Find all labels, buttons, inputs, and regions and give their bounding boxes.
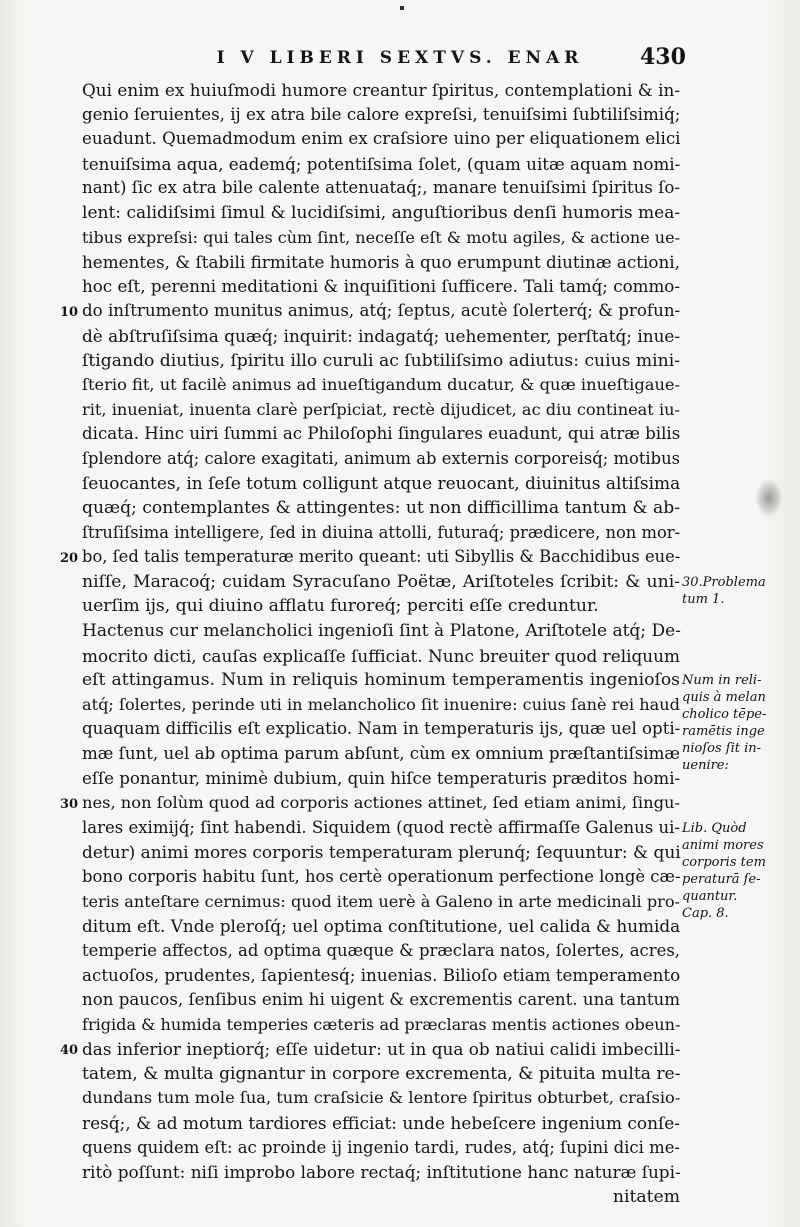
text-line: teris anteſtare cernimus: quod item uerè à Galeno in arte medicinali pro- xyxy=(82,891,680,911)
running-head: I V LIBERI SEXTVS. ENAR xyxy=(216,48,584,68)
text-line: genio ſeruientes, ij ex atra bile calore expreſsi, tenuiſsimi ſubtiliſsimiq́; xyxy=(82,104,681,124)
text-line: ditum eſt. Vnde pleroſq́; uel optima conſtitutione, uel calida & humida xyxy=(82,916,681,937)
text-line: nant) ſic ex atra bile calente attenuataq́;, manare tenuiſsimi ſpiritus ſo- xyxy=(82,178,680,198)
line-number: 10 xyxy=(60,305,79,321)
text-line: ſterio fit, ut facilè animus ad inueſtigandum ducatur, & quæ inueſtigaue- xyxy=(82,375,680,395)
main-text-block xyxy=(82,78,680,1209)
text-line: atq́; ſolertes, perinde uti in melancholico ſit inuenire: cuius ſanè rei haud xyxy=(82,694,680,714)
text-line: ſplendore atq́; calore exagitati, animum ab externis corporeisq́; motibus xyxy=(82,448,680,468)
page-number: 430 xyxy=(640,44,686,70)
text-line: do inſtrumento munitus animus, atq́; ſeptus, acutè ſolerterq́; & profun- xyxy=(82,301,681,321)
text-line: tatem, & multa gignantur in corpore excrementa, & pituita multa re- xyxy=(82,1063,681,1084)
text-line: quaquam difficilis eſt explicatio. Nam in temperaturis ijs, quæ uel opti- xyxy=(82,719,681,739)
text-line: mocrito dicti, cauſas explicaſſe ſufficiat. Nunc breuiter quod reliquum xyxy=(82,645,681,666)
line-number: 40 xyxy=(60,1043,79,1059)
text-line: quens quidem eſt: ac proinde ij ingenio tardi, rudes, atq́; ſupini dici me- xyxy=(82,1137,680,1157)
margin-note: 30.Problema tum 1. xyxy=(682,575,766,607)
text-line: rit, inueniat, inuenta clarè perſpiciat, rectè dijudicet, ac diu contineat iu- xyxy=(82,399,680,419)
text-line: tenuiſsima aqua, eademq́; potentiſsima ſolet, (quam uitæ aquam nomi- xyxy=(82,153,681,174)
text-line: eſſe ponantur, minimè dubium, quin hiſce temperaturis præditos homi- xyxy=(82,768,681,788)
text-line: dicata. Hinc uiri ſummi ac Philoſophi ſingulares euadunt, qui atræ bilis xyxy=(82,424,681,444)
text-line: eſt attingamus. Num in reliquis hominum temperamentis ingenioſos xyxy=(82,670,680,691)
text-line: dè abſtruſiſsima quæq́; inquirit: indagatq́; uehementer, perſtatq́; inue- xyxy=(82,325,681,346)
text-line: detur) animi mores corporis temperaturam plerunq́; ſequuntur: & qui xyxy=(82,842,681,863)
printing-mark xyxy=(400,6,404,10)
page-smudge xyxy=(756,480,782,516)
text-line: non paucos, ſenſibus enim hi uigent & excrementis carent. una tantum xyxy=(82,989,680,1009)
text-line: niſſe, Maracoq́; cuidam Syracuſano Poëtæ, Ariſtoteles ſcribit: & uni- xyxy=(82,571,680,592)
text-line: mæ ſunt, uel ab optima parum abſunt, cùm ex omnium præſtantiſsimæ xyxy=(82,744,680,764)
line-number: 20 xyxy=(60,551,79,567)
text-line: frigida & humida temperies cæteris ad præclaras mentis actiones obeun- xyxy=(82,1014,681,1034)
margin-note: Lib. Quòd animi mores corporis tem peraturā ſe- quantur. Cap. 8. xyxy=(682,821,766,921)
text-line: lent: calidiſsimi ſimul & lucidiſsimi, anguſtioribus denſi humoris mea- xyxy=(82,202,681,223)
text-line: resq́;, & ad motum tardiores efficiat: unde hebeſcere ingenium conſe- xyxy=(82,1112,680,1133)
text-line: ſeuocantes, in ſeſe totum colligunt atque reuocant, diuinitus altiſsima xyxy=(82,473,681,494)
text-line: actuoſos, prudentes, ſapientesq́; inuenias. Bilioſo etiam temperamento xyxy=(82,965,681,986)
text-line: uerſim ijs, qui diuino afflatu furoreq́; perciti eſſe creduntur. xyxy=(82,596,599,617)
text-line: bo, ſed talis temperaturæ merito queant: uti Sibyllis & Bacchidibus eue- xyxy=(82,547,681,567)
line-number: 30 xyxy=(60,797,79,813)
text-line: dundans tum mole ſua, tum craſsicie & lentore ſpiritus obturbet, craſsio- xyxy=(82,1088,681,1108)
text-line: temperie affectos, ad optima quæque & præclara natos, ſolertes, acres, xyxy=(82,940,680,960)
text-line: tibus expreſsi: qui tales cùm ſint, neceſſe eſt & motu agiles, & actione ue- xyxy=(82,227,680,247)
text-line: lares eximijq́; ſint habendi. Siquidem (quod rectè affirmaſſe Galenus ui- xyxy=(82,817,680,837)
text-line: Hactenus cur melancholici ingenioſi ſint à Platone, Ariſtotele atq́; De- xyxy=(82,621,681,642)
text-line: Qui enim ex huiuſmodi humore creantur ſpiritus, contemplationi & in- xyxy=(82,80,680,100)
text-line: euadunt. Quemadmodum enim ex craſsiore uino per eliquationem elici xyxy=(82,129,681,149)
text-line: nitatem xyxy=(612,1186,680,1207)
text-line: nes, non ſolùm quod ad corporis actiones attinet, ſed etiam animi, ſingu- xyxy=(82,793,680,813)
margin-note: Num in reli- quis à melan cholico tēpe- ramētis inge nioſos ſit in- uenire: xyxy=(682,673,767,774)
text-line: ſtruſiſsima intelligere, ſed in diuina attolli, futuraq́; prædicere, non mor- xyxy=(82,522,681,542)
text-line: ſtigando diutius, ſpiritu illo curuli ac ſubtiliſsimo adiutus: cuius mini- xyxy=(82,350,680,371)
text-line: quæq́; contemplantes & attingentes: ut non difficillima tantum & ab- xyxy=(82,498,680,519)
text-line: das inferior ineptiorq́; eſſe uidetur: ut in qua ob natiui calidi imbecilli- xyxy=(82,1039,681,1060)
text-line: hoc eſt, perenni meditationi & inquiſitioni ſufficere. Tali tamq́; commo- xyxy=(82,276,680,296)
text-line: bono corporis habitu ſunt, hos certè operationum perfectione longè cæ- xyxy=(82,867,681,886)
text-line: hementes, & ſtabili firmitate humoris à quo erumpunt diutinæ actioni, xyxy=(82,252,680,273)
text-line: ritò poſſunt: niſi improbo labore rectaq́; inſtitutione hanc naturæ ſupi- xyxy=(82,1162,681,1183)
